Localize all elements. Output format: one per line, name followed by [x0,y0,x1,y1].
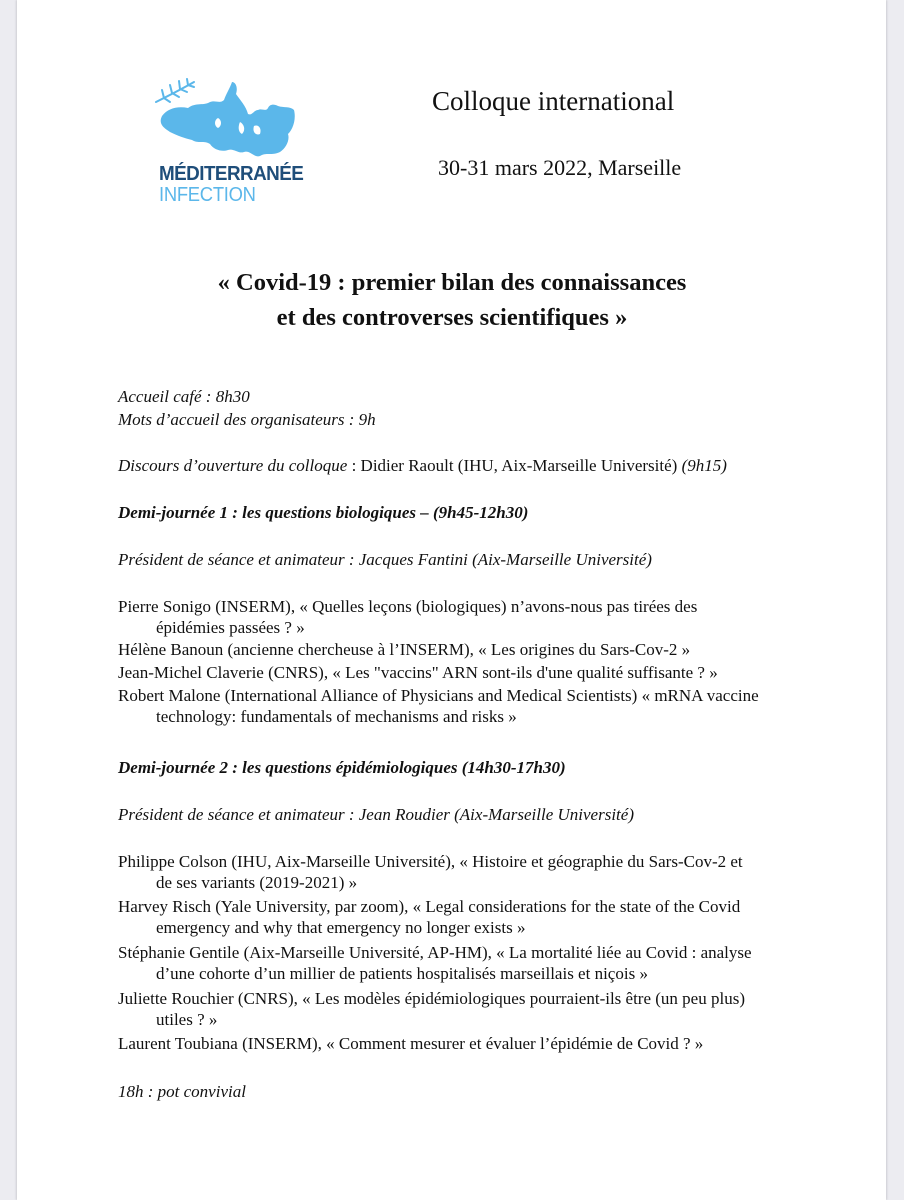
talk-item [118,639,798,660]
closing-drinks: 18h : pot convivial [118,1082,246,1101]
talk-line-2: utiles ? » [156,1010,218,1029]
colloquium-title [0,265,904,335]
talk-line-1: Laurent Toubiana (INSERM), « Comment mesurer et évaluer l’épidémie de Covid ? » [118,1034,704,1053]
mediterranee-infection-logo [154,78,304,218]
talk-line-1: Jean-Michel Claverie (CNRS), « Les "vaccins" ARN sont-ils d'une qualité suffisante ? » [118,663,718,682]
talk-line-2: emergency and why that emergency no longer exists » [156,918,526,937]
session2-heading: Demi-journée 2 : les questions épidémiologiques (14h30-17h30) [118,758,566,777]
talk-item [118,896,798,938]
opening-time: (9h15) [681,456,727,475]
title-line-1: « Covid-19 : premier bilan des connaissances [217,269,687,296]
event-date-place: 30-31 mars 2022, Marseille [438,155,682,180]
talk-line-1: Juliette Rouchier (CNRS), « Les modèles épidémiologiques pourraient-ils être (un peu plus) [118,989,745,1008]
talk-item [118,851,798,893]
talk-line-2: de ses variants (2019-2021) » [156,873,358,892]
document-page [17,0,886,1200]
welcome-coffee: Accueil café : 8h30 [118,387,250,406]
opening-speaker: : Didier Raoult (IHU, Aix-Marseille Université) [347,456,682,475]
talk-item [118,942,798,984]
talk-line-1: Hélène Banoun (ancienne chercheuse à l’INSERM), « Les origines du Sars-Cov-2 » [118,640,691,659]
olive-branch-icon [154,78,196,106]
session2-chair: Président de séance et animateur : Jean Roudier (Aix-Marseille Université) [118,805,634,824]
talk-item [118,685,798,727]
talk-item [118,662,798,683]
talk-line-1: Stéphanie Gentile (Aix-Marseille Université, AP-HM), « La mortalité liée au Covid : analyse [118,943,752,962]
opening-label: Discours d’ouverture du colloque [118,456,348,475]
talk-item [118,1033,798,1054]
session1-heading: Demi-journée 1 : les questions biologiques – (9h45-12h30) [118,503,529,522]
talk-line-1: Robert Malone (International Alliance of Physicians and Medical Scientists) « mRNA vaccine [118,686,759,705]
welcome-words: Mots d’accueil des organisateurs : 9h [118,410,376,429]
logo-text-mediterranee: MÉDITERRANÉE [159,162,304,185]
talk-line-2: technology: fundamentals of mechanisms and risks » [156,707,517,726]
talk-line-2: épidémies passées ? » [156,618,305,637]
talk-item [118,596,798,638]
talk-line-1: Pierre Sonigo (INSERM), « Quelles leçons (biologiques) n’avons-nous pas tirées des [118,597,698,616]
talk-item [118,988,798,1030]
event-type: Colloque international [432,86,675,116]
title-line-2: et des controverses scientifiques » [276,304,628,331]
logo-text-infection: INFECTION [159,184,256,206]
opening-speech [118,455,727,476]
talk-line-2: d’une cohorte d’un millier de patients hospitalisés marseillais et niçois » [156,964,648,983]
talk-line-1: Harvey Risch (Yale University, par zoom), « Legal considerations for the state of the Covid [118,897,741,916]
session1-chair: Président de séance et animateur : Jacques Fantini (Aix-Marseille Université) [118,550,652,569]
talk-line-1: Philippe Colson (IHU, Aix-Marseille Université), « Histoire et géographie du Sars-Cov-2 et [118,852,743,871]
